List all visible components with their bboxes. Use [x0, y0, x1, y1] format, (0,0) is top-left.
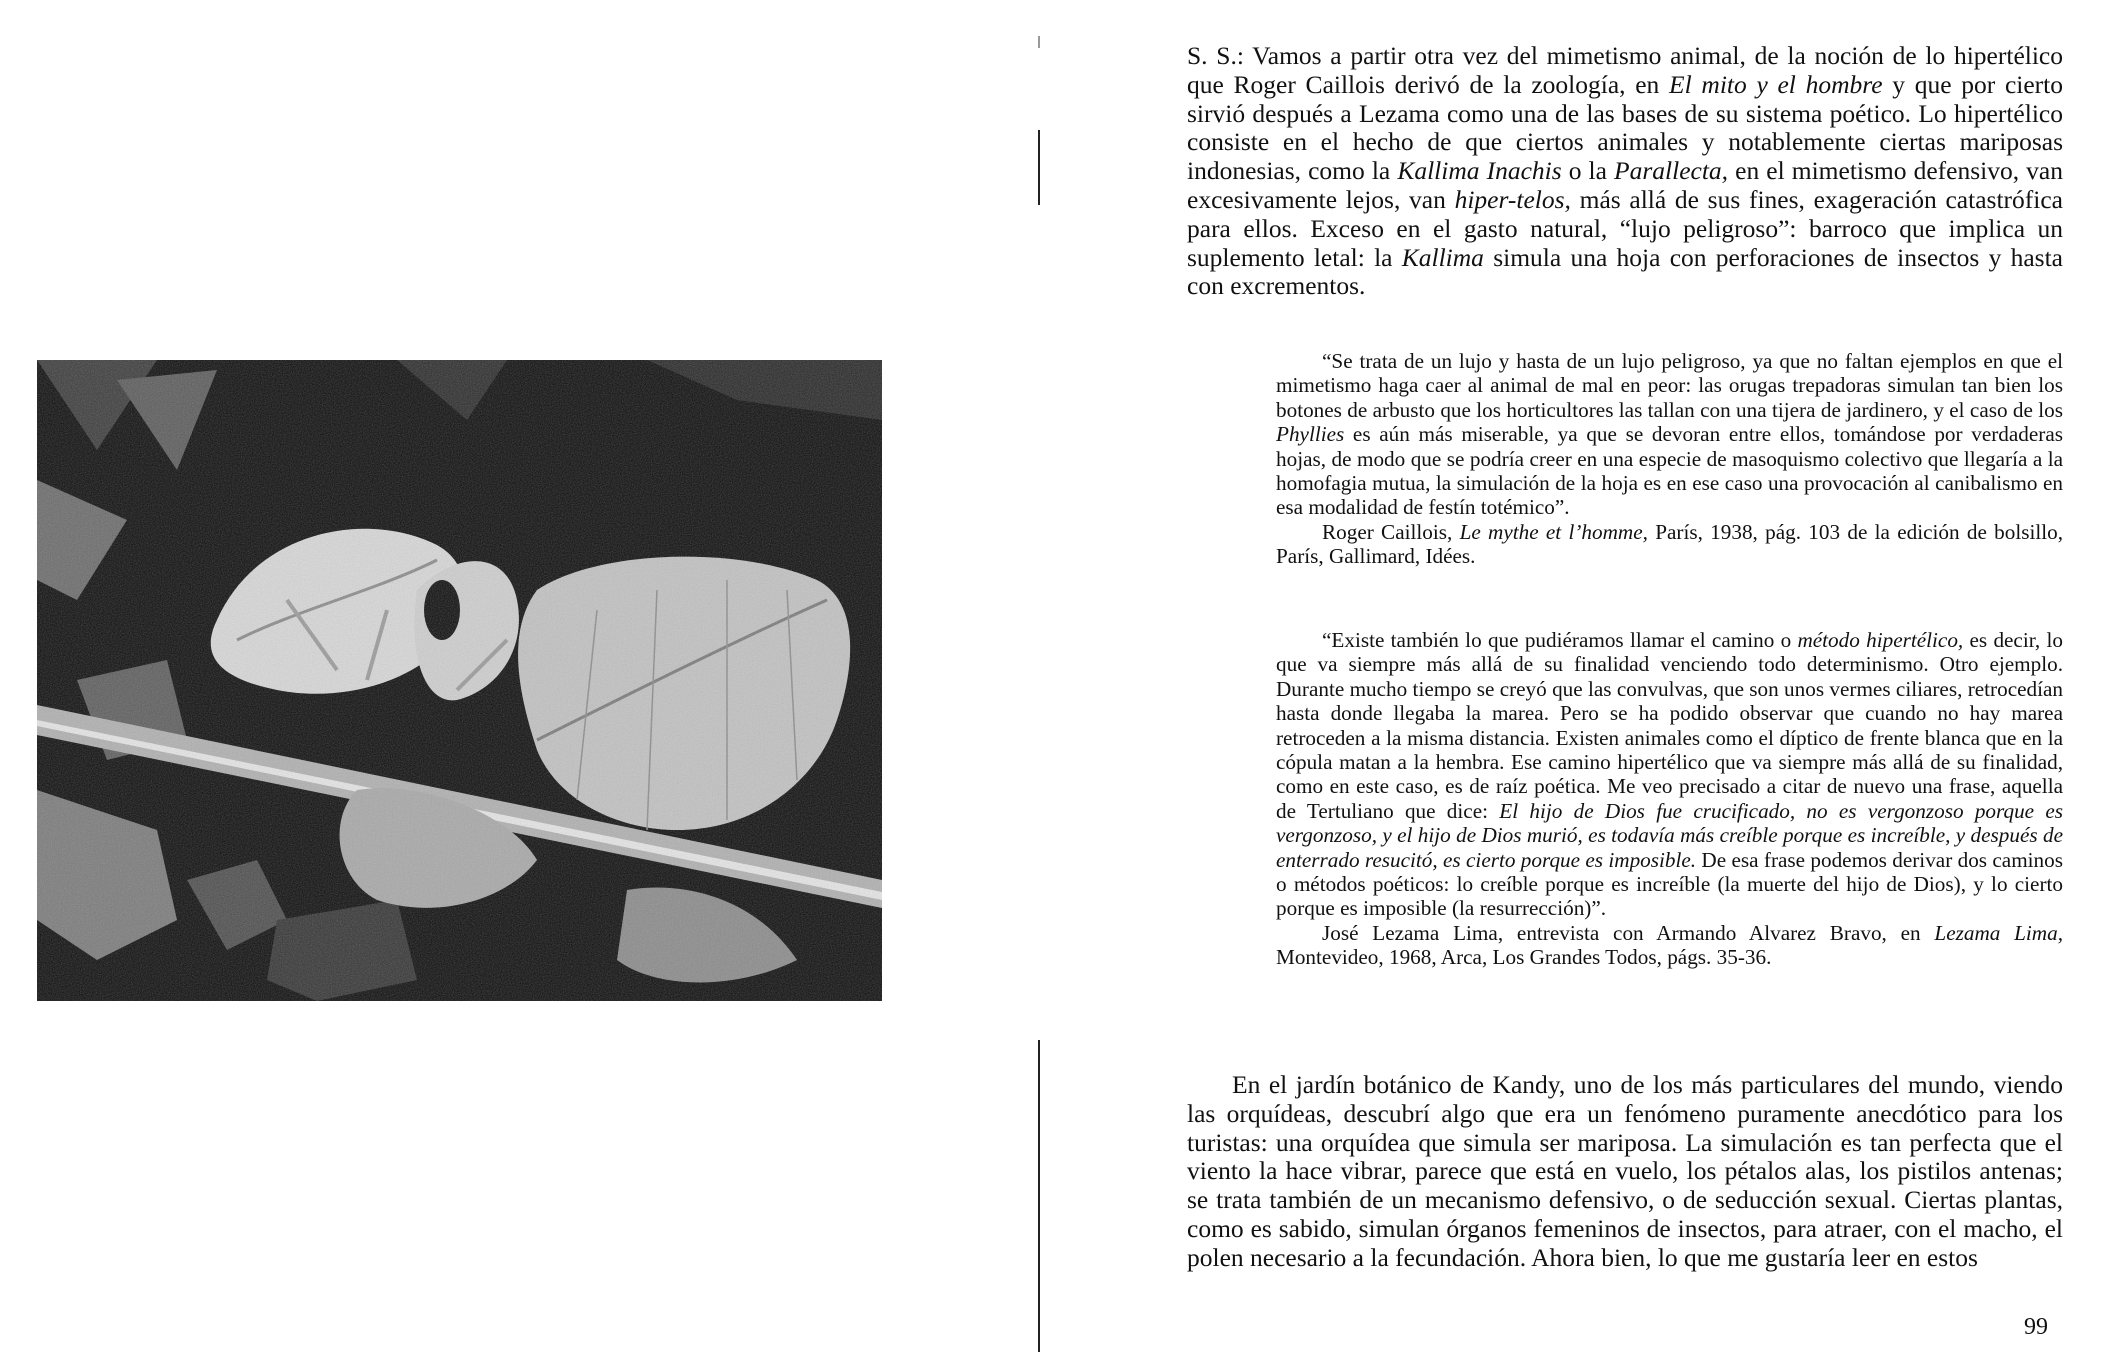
quote-caillois-text: “Se trata de un lujo y hasta de un lujo peligroso, ya que no faltan ejemplos en que el mimetismo haga caer al animal de mal en peor: las orugas trepadoras simulan tan bien los botones de arbusto que los horticultores las tallan con una tijera de jardinero, y el caso de los Phyllies es aún más miserable, ya que se devoran entre ellos, tomándose por verdaderas hojas, de modo que se podría creer en una especie de masoquismo colectivo que llegaría a la homofagia mutua, la simulación de la hoja es en ese caso una provocación al canibalismo en esa modalidad de festín totémico”.	[1276, 349, 2063, 520]
gutter-line-top	[1038, 130, 1040, 205]
insect-photograph	[37, 360, 882, 1001]
paragraph-1: S. S.: Vamos a partir otra vez del mimetismo animal, de la noción de lo hipertélico que Roger Caillois derivó de la zoología, en El mito y el hombre y que por cierto sirvió después a Lezama como una de las bases de su sistema poético. Lo hipertélico consiste en el hecho de que ciertos animales y notablemente ciertas mariposas indonesias, como la Kallima Inachis o la Parallecta, en el mimetismo defensivo, van excesivamente lejos, van hiper-telos, más allá de sus fines, exageración catastrófica para ellos. Exceso en el gasto natural, “lujo peligroso”: barroco que implica un suplemento letal: la Kallima simula una hoja con perforaciones de insectos y hasta con excrementos.	[1187, 41, 2064, 301]
paragraph-2: En el jardín botánico de Kandy, uno de los más particulares del mundo, viendo las orquídeas, descubrí algo que era un fenómeno puramente anecdótico para los turistas: una orquídea que simula ser mariposa. La simulación es tan perfecta que el viento la hace vibrar, parece que está en vuelo, los pétalos alas, los pistilos antenas; se trata también de un mecanismo defensivo, o de seducción sexual. Ciertas plantas, como es sabido, simulan órganos femeninos de insectos, para atraer, con el macho, el polen necesario a la fecundación. Ahora bien, lo que me gustaría leer en estos	[1187, 1070, 2063, 1272]
gutter-line-bottom	[1038, 1040, 1040, 1352]
page-number: 99	[2024, 1314, 2048, 1340]
quote-lezama	[1276, 628, 2063, 970]
quote-caillois-citation: Roger Caillois, Le mythe et l’homme, París, 1938, pág. 103 de la edición de bolsillo, París, Gallimard, Idées.	[1276, 519, 2063, 569]
photo-graphic	[37, 360, 882, 1001]
quote-lezama-citation: José Lezama Lima, entrevista con Armando Alvarez Bravo, en Lezama Lima, Montevideo, 1968, Arca, Los Grandes Todos, págs. 35-36.	[1276, 920, 2063, 970]
quote-lezama-text: “Existe también lo que pudiéramos llamar el camino o método hipertélico, es decir, lo que va siempre más allá de su finalidad venciendo todo determinismo. Otro ejemplo. Durante mucho tiempo se creyó que las convulvas, que son unos vermes ciliares, retrocedían hasta donde llegaba la marea. Pero se ha podido observar que cuando no hay marea retroceden a la misma distancia. Existen animales como el díptico de frente blanca que en la cópula matan a la hembra. Ese camino hipertélico que va siempre más allá de su finalidad, como en este caso, es de raíz poética. Me veo precisado a citar de nuevo una frase, aquella de Tertuliano que dice: El hijo de Dios fue crucificado, no es vergonzoso porque es vergonzoso, y el hijo de Dios murió, es todavía más creíble porque es increíble, y después de enterrado resucitó, es cierto porque es imposible. De esa frase podemos derivar dos caminos o métodos poéticos: lo creíble porque es increíble (la muerte del hijo de Dios), y lo cierto porque es imposible (la resurrección)”.	[1276, 628, 2063, 921]
quote-caillois	[1276, 349, 2063, 569]
gutter-mark	[1038, 36, 1040, 48]
